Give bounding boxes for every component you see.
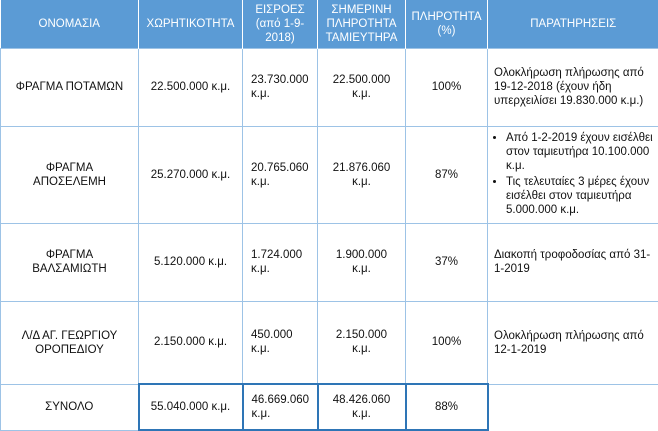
row-capacity: 2.150.000 κ.μ. [139, 301, 243, 384]
col-header-capacity: ΧΩΡΗΤΙΚΟΤΗΤΑ [139, 0, 243, 48]
row-fill: 100% [406, 301, 488, 384]
table-row [1, 48, 658, 126]
row-inflows [243, 223, 318, 301]
row-inflows [243, 48, 318, 126]
row-inflows-text: 23.730.000 κ.μ. [251, 73, 309, 101]
row-capacity: 25.270.000 κ.μ. [139, 126, 243, 223]
row-fill: 87% [406, 126, 488, 223]
row-inflows [243, 301, 318, 384]
table-row [1, 223, 658, 301]
row-inflows-text: 1.724.000 κ.μ. [251, 248, 309, 276]
total-inflows-text: 46.669.060 κ.μ. [252, 393, 310, 421]
row-fill: 100% [406, 48, 488, 126]
total-capacity: 55.040.000 κ.μ. [139, 384, 243, 430]
note-bullet: • Τις τελευταίες 3 μέρες έχουν εισέλθει στον ταμιευτήρα 5.000.000 κ.μ. [506, 175, 654, 217]
row-current: 2.150.000 κ.μ. [318, 301, 406, 384]
row-note: Ολοκλήρωση πλήρωσης από 12-1-2019 [488, 301, 658, 384]
total-fill: 88% [406, 384, 488, 430]
total-current: 48.426.060 κ.μ. [318, 384, 406, 430]
total-inflows [243, 384, 318, 430]
row-name: ΦΡΑΓΜΑ ΑΠΟΣΕΛΕΜΗ [1, 126, 139, 223]
row-note [488, 126, 658, 223]
total-label: ΣΥΝΟΛΟ [1, 384, 139, 430]
table-row [1, 126, 658, 223]
note-bullet-list [490, 131, 654, 217]
row-capacity: 5.120.000 κ.μ. [139, 223, 243, 301]
col-header-notes: ΠΑΡΑΤΗΡΗΣΕΙΣ [488, 0, 658, 48]
col-header-inflows: ΕΙΣΡΟΕΣ (από 1-9-2018) [243, 0, 318, 48]
row-inflows [243, 126, 318, 223]
table-row [1, 301, 658, 384]
row-current: 22.500.000 κ.μ. [318, 48, 406, 126]
total-note-empty [488, 384, 658, 430]
row-name: ΦΡΑΓΜΑ ΒΑΛΣΑΜΙΩΤΗ [1, 223, 139, 301]
row-inflows-text: 450.000 κ.μ. [251, 328, 309, 356]
row-current: 21.876.060 κ.μ. [318, 126, 406, 223]
col-header-name: ΟΝΟΜΑΣΙΑ [1, 0, 139, 48]
note-bullet: • Από 1-2-2019 έχουν εισέλθει στον ταμιευτήρα 10.100.000 κ.μ. [506, 131, 654, 173]
row-inflows-text: 20.765.060 κ.μ. [251, 161, 309, 189]
row-name: Λ/Δ ΑΓ. ΓΕΩΡΓΙΟΥ ΟΡΟΠΕΔΙΟΥ [1, 301, 139, 384]
row-capacity: 22.500.000 κ.μ. [139, 48, 243, 126]
header-row [1, 0, 658, 48]
row-fill: 37% [406, 223, 488, 301]
row-note: Διακοπή τροφοδοσίας από 31-1-2019 [488, 223, 658, 301]
col-header-fill: ΠΛΗΡΟΤΗΤΑ (%) [406, 0, 488, 48]
row-note: Ολοκλήρωση πλήρωσης από 19-12-2018 (έχουν ήδη υπερχειλίσει 19.830.000 κ.μ.) [488, 48, 658, 126]
col-header-current: ΣΗΜΕΡΙΝΗ ΠΛΗΡΟΤΗΤΑ ΤΑΜΙΕΥΤΗΡΑ [318, 0, 406, 48]
row-name: ΦΡΑΓΜΑ ΠΟΤΑΜΩΝ [1, 48, 139, 126]
total-row [1, 384, 658, 430]
row-current: 1.900.000 κ.μ. [318, 223, 406, 301]
